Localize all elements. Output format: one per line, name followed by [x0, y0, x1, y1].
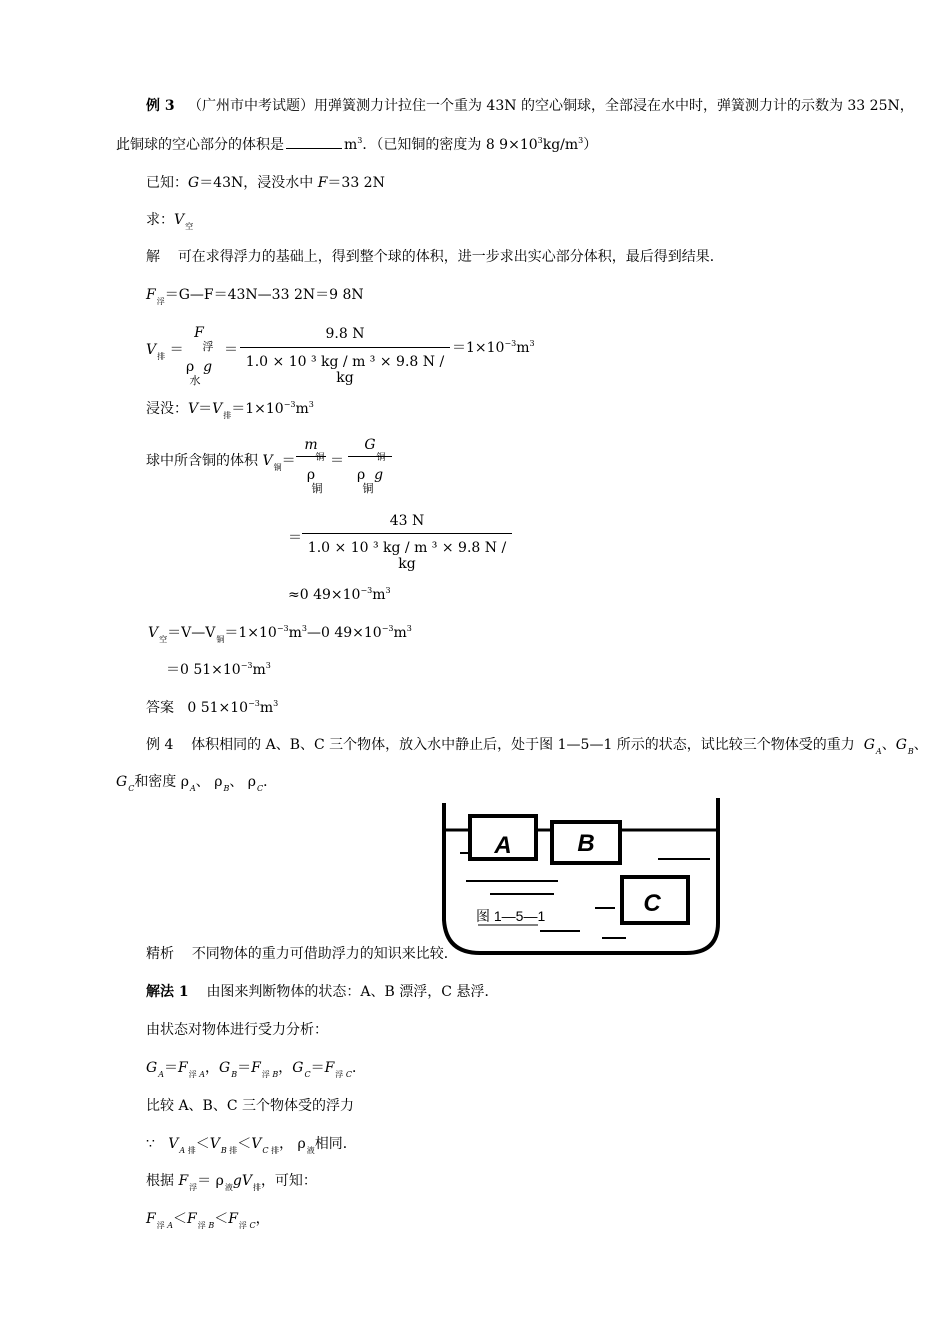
- because-line: ∵ $V_{A 排}<V_{B 排}<V_{C 排}$， $\rho_液$相同．: [146, 1136, 357, 1155]
- buoyancy-line: $F_浮=G—F=43N—33$ 2N＝9 8N: [146, 287, 364, 306]
- fraction-3-denominator: 1.0 × 10 ³ kg / m ³ × 9.8 N / kg: [307, 540, 507, 572]
- example-4-line-1: 例 4 体积相同的 A、B、C 三个物体，放入水中静止后，处于图 1—5—1 所示的状态，试比较三个物体受的重力 $G_A$、$G_B$、: [146, 737, 928, 756]
- fraction-3-bar: [302, 533, 512, 534]
- example-3-line-2: 此铜球的空心部分的体积是 $m^3$．（已知铜的密度为 8 $9\times 10^3kg/m^3$）: [116, 136, 598, 153]
- copper-frac-m-bar: [296, 456, 326, 457]
- v-hollow-result: ＝0 $51\times 10^{-3}m^3$: [166, 661, 271, 678]
- known-line: 已知：G＝43N，浸没水中 F＝33 2N: [146, 175, 385, 191]
- answer-line: 答案 0 $51\times 10^{-3}m^3$: [146, 699, 279, 716]
- figure-1-5-1: [430, 795, 730, 960]
- example-3-line-1: 例 3 （广州市中考试题）用弹簧测力计拉住一个重为 43N 的空心铜球，全部浸在水中时，弹簧测力计的示数为 33 25N，: [146, 98, 914, 114]
- fraction-2-numerator: 9.8 N: [325, 326, 365, 342]
- copper-volume-label: 球中所含铜的体积 $V_铜=$: [146, 453, 296, 472]
- block-a-label: A: [494, 832, 512, 859]
- block-c-label: C: [643, 890, 661, 917]
- equals: ＝: [330, 453, 344, 469]
- equals: ＝: [224, 342, 238, 358]
- fraction-2-bar: [240, 347, 450, 348]
- method-1-line: 解法 1 由图来判断物体的状态：A、B 漂浮，C 悬浮．: [146, 984, 499, 1000]
- example-4-line-2: $G_C$和密度 $\rho_A$、 $\rho_B$、 $\rho_C$．: [116, 774, 278, 793]
- block-b-label: B: [577, 830, 595, 857]
- v-hollow-line: $V_空=V—V_铜=1\times 10^{-3}m^3—0$ $49\times 10^{-3}m^3$: [148, 624, 412, 644]
- analysis-line: 精析 不同物体的重力可借助浮力的知识来比较．: [146, 946, 458, 962]
- solution-line: 解 可在求得浮力的基础上，得到整个球的体积，进一步求出实心部分体积，最后得到结果．: [146, 249, 724, 265]
- v-displaced-label: $V_排$ ＝: [146, 342, 184, 361]
- approx-line: ≈0 $49\times 10^{-3}m^3$: [288, 586, 391, 603]
- fraction-2-denominator: 1.0 × 10 ³ kg / m ³ × 9.8 N / kg: [245, 354, 445, 386]
- seek-line: 求：$V_空$: [146, 212, 194, 231]
- immersed-line: 浸没：$V=V_排=1\times 10^{-3}m^3$: [146, 400, 314, 420]
- copper-frac-m: m 铜 ρ 铜: [304, 437, 325, 495]
- example-3-label: 例 3: [146, 98, 175, 114]
- result-1: $=1\times 10^{-3}m^3$: [452, 339, 535, 356]
- fraction-1: F 浮 ρ g 水: [185, 325, 214, 387]
- answer-blank: [286, 136, 342, 149]
- buoyancy-comparison-line: $F_{浮 A}<F_{浮 B}<F_{浮 C}$，: [146, 1211, 270, 1230]
- according-line: 根据 $F_浮= \rho_液gV_排$，可知：: [146, 1173, 317, 1192]
- copper-frac-g: G 铜 ρ g 铜: [356, 437, 386, 495]
- copper-frac-g-bar: [348, 456, 392, 457]
- force-analysis-line: 由状态对物体进行受力分析：: [146, 1022, 328, 1038]
- fraction-3-numerator: 43 N: [389, 513, 425, 529]
- equals: ＝: [288, 530, 302, 546]
- gravity-equals-buoyancy-line: $G_A=F_{浮 A}$，$G_B=F_{浮 B}$，$G_C=F_{浮 C}$．: [146, 1060, 366, 1079]
- example-4-label: 例 4: [146, 737, 174, 753]
- compare-line: 比较 A、B、C 三个物体受的浮力: [146, 1098, 355, 1114]
- figure-caption: 图 1—5—1: [476, 908, 546, 924]
